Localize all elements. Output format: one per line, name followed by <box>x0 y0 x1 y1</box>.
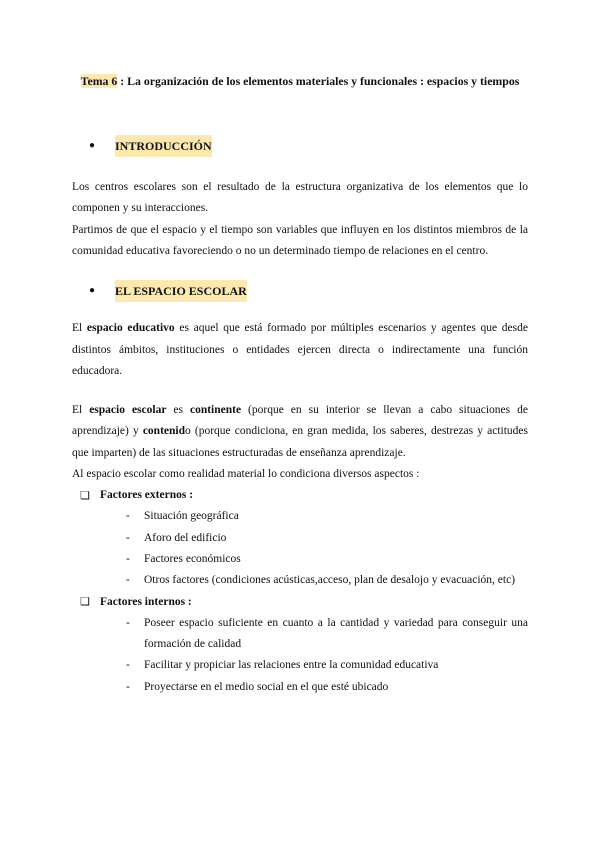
section-heading-text: EL ESPACIO ESCOLAR <box>115 280 247 302</box>
checkbox-icon: ❏ <box>80 489 90 502</box>
factor-label: Factores internos : <box>100 595 192 608</box>
text-run: El <box>72 322 87 335</box>
text-run: (porque en su interior se llevan a cabo situaciones de aprendizaje) y <box>72 404 528 438</box>
title-text: : La organización de los elementos materiales y funcionales : espacios y tiempos <box>117 74 520 88</box>
aspectos-paragraph: Al espacio escolar como realidad material lo condiciona diversos aspectos : <box>72 467 420 480</box>
factores-externos-heading <box>80 485 528 506</box>
dash-icon: - <box>126 531 130 544</box>
dash-icon: - <box>126 680 130 693</box>
intro-paragraph-2: Partimos de que el espacio y el tiempo son variables que influyen en los distintos miembros de la comunidad educativa favoreciendo o no un determinado tiempo de relaciones en el centro. <box>72 223 528 257</box>
list-item <box>126 528 528 549</box>
dash-icon: - <box>126 574 130 587</box>
bold-term: continente <box>189 404 242 417</box>
intro-paragraph-1: Los centros escolares son el resultado de la estructura organizativa de los elementos que lo componen y su interacciones. <box>72 181 528 215</box>
document-page <box>72 72 528 698</box>
list-item <box>126 570 528 591</box>
factores-internos-heading <box>80 592 528 613</box>
text-run: El <box>72 404 90 417</box>
document-title <box>72 72 528 91</box>
dash-icon: - <box>126 659 130 672</box>
text-run: o (porque condiciona, en gran medida, los saberes, destrezas y actitudes que imparten) de las situaciones estructuradas de enseñanza aprendizaje. <box>72 425 528 459</box>
bold-term: contenid <box>142 425 185 438</box>
list-item-text: Situación geográfica <box>144 510 239 523</box>
list-item <box>126 677 528 698</box>
section-heading-espacio-escolar <box>89 280 528 302</box>
factor-label: Factores externos : <box>100 489 194 502</box>
text-run: es aquel que está formado por múltiples escenarios y agentes que desde distintos ámbitos, instituciones o entidades ejercen directa o indirectamente una función educadora. <box>72 322 528 377</box>
list-item-text: Proyectarse en el medio social en el que esté ubicado <box>144 680 389 693</box>
espacio-escolar-paragraph <box>72 400 528 464</box>
list-item <box>126 506 528 527</box>
text-run: es <box>166 404 190 417</box>
list-item <box>126 549 528 570</box>
list-item-text: Facilitar y propiciar las relaciones entre la comunidad educativa <box>144 659 439 672</box>
list-item-text: Poseer espacio suficiente en cuanto a la cantidad y variedad para conseguir una formación de calidad <box>144 616 528 651</box>
dash-icon: - <box>126 616 130 629</box>
checkbox-icon: ❏ <box>80 595 90 608</box>
factores-externos-list <box>72 506 528 591</box>
list-item-text: Factores económicos <box>144 552 241 565</box>
list-item <box>126 655 528 676</box>
dash-icon: - <box>126 552 130 565</box>
list-item <box>126 613 528 656</box>
bullet-icon: ● <box>89 139 96 151</box>
section-heading-introduccion <box>89 135 528 157</box>
list-item-text: Aforo del edificio <box>144 531 227 544</box>
bullet-icon: ● <box>89 284 96 296</box>
title-topic-label: Tema 6 <box>80 74 118 88</box>
factores-internos-list <box>72 613 528 698</box>
list-item-text: Otros factores (condiciones acústicas,acceso, plan de desalojo y evacuación, etc) <box>144 574 516 587</box>
section-heading-text: INTRODUCCIÓN <box>115 135 212 157</box>
dash-icon: - <box>126 510 130 523</box>
bold-term: espacio educativo <box>86 322 175 335</box>
bold-term: espacio escolar <box>89 404 167 417</box>
espacio-educativo-paragraph <box>72 318 528 382</box>
